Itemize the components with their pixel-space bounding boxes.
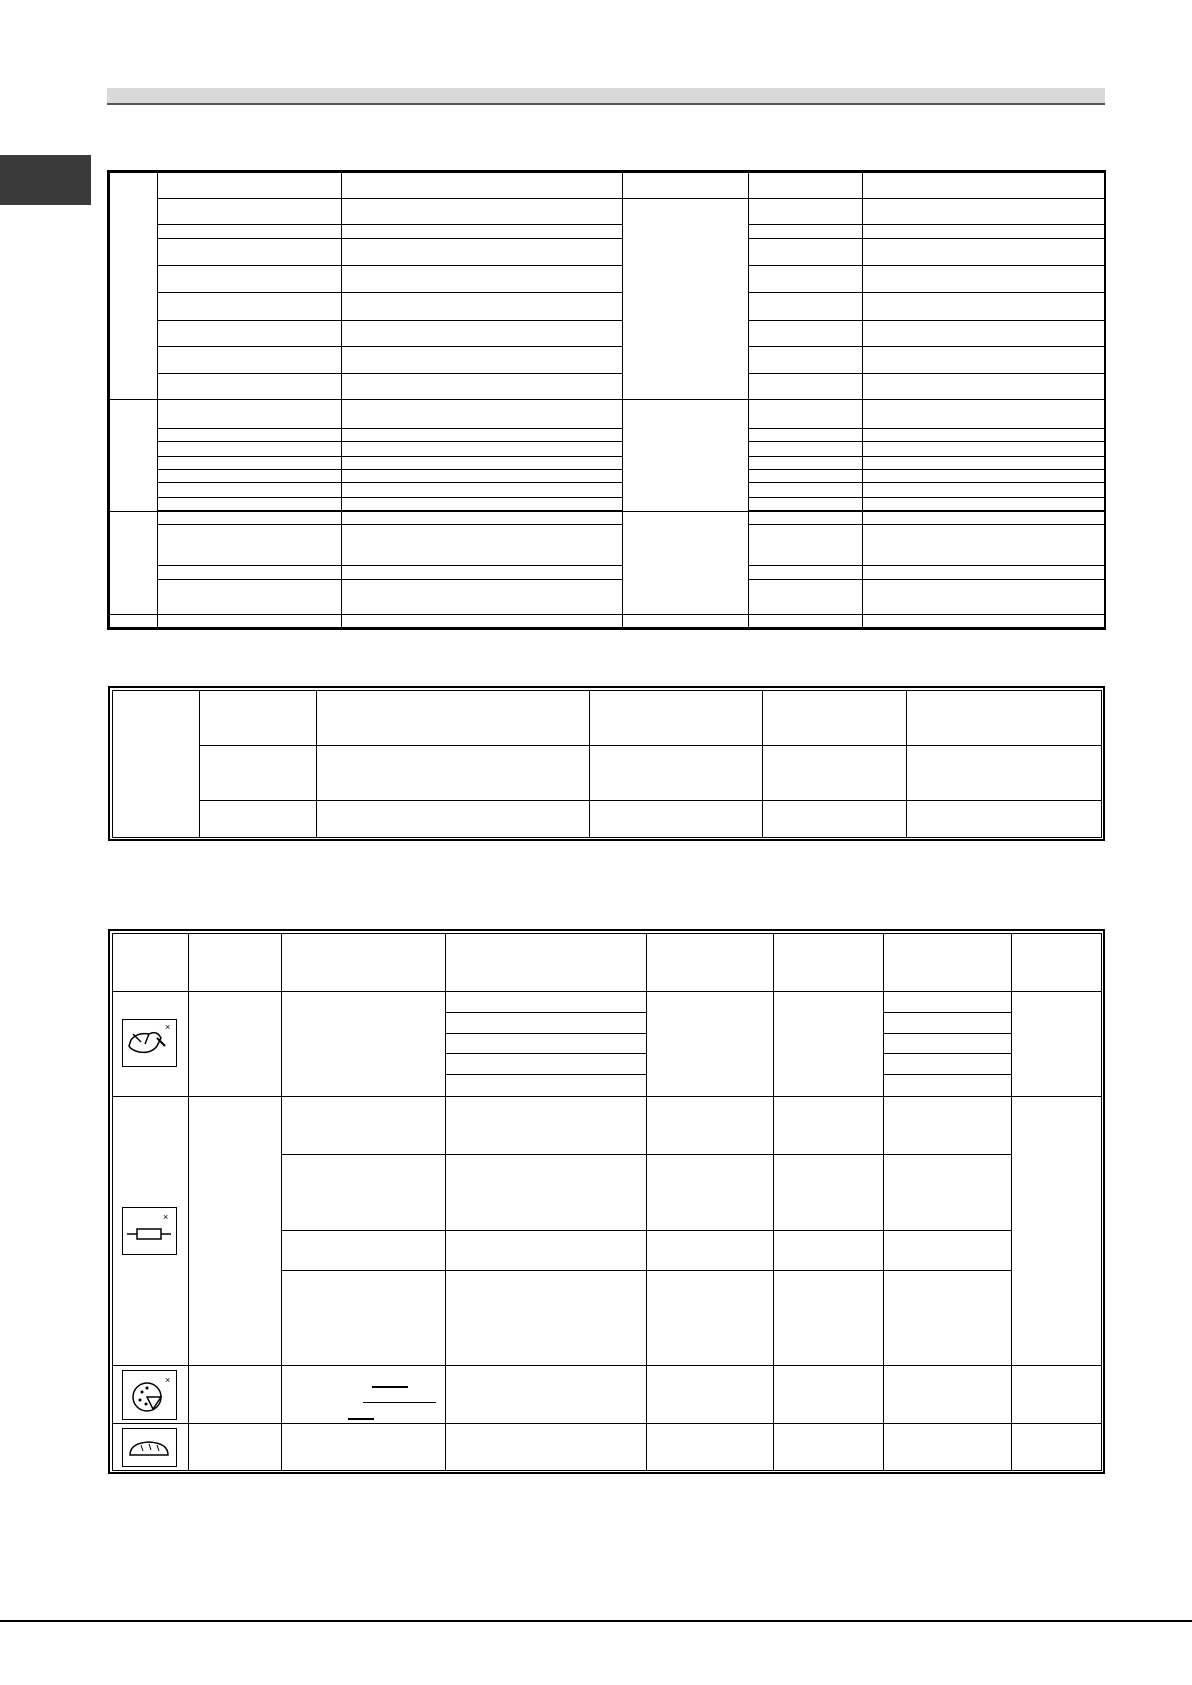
table-1	[107, 170, 1106, 630]
side-tab	[0, 155, 91, 205]
rule-mark	[372, 1386, 408, 1388]
table-3	[108, 929, 1105, 1474]
footer-rule	[0, 1620, 1192, 1622]
svg-text:×: ×	[163, 1212, 169, 1222]
header-bar	[107, 88, 1105, 105]
svg-text:×: ×	[165, 1022, 171, 1032]
group-cell	[110, 173, 158, 400]
pizza-icon	[122, 1370, 177, 1420]
group-cell	[110, 512, 158, 614]
bread-icon	[122, 1428, 177, 1467]
rule-mark	[363, 1402, 436, 1403]
group-cell	[110, 400, 158, 512]
group-cell	[113, 691, 200, 838]
rolling-pin-icon	[122, 1207, 177, 1255]
chicken-icon	[122, 1019, 177, 1067]
rule-mark	[348, 1418, 374, 1420]
table-2	[108, 686, 1105, 841]
svg-text:×: ×	[165, 1375, 171, 1385]
